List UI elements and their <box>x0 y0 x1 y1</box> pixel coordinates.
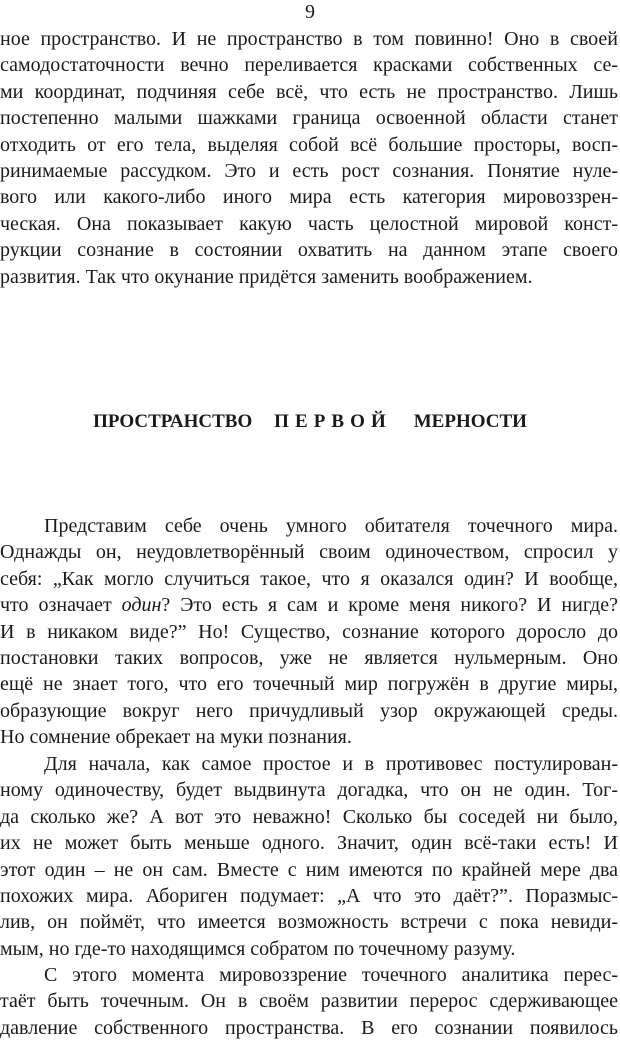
text-line: развития. Так что окунание придётся заменить воображением. <box>0 265 533 288</box>
text-line: давление собственного пространства. В его сознании появилось <box>0 1016 618 1039</box>
text-line: ещё не знает того, что его точечный мир погружён в другие миры, <box>0 673 618 696</box>
text-line: ное пространство. И не пространство в том повинно! Оно в своей <box>0 28 618 50</box>
text-line: ми координат, подчиняя себе всё, что есть не пространство. Лишь <box>0 80 618 103</box>
text-line: вого или какого-либо иного мира есть категория мировоззрен- <box>0 186 618 209</box>
section-heading <box>0 408 620 436</box>
paragraph-continuation <box>0 26 618 290</box>
text-line: ному одиночеству, будет выдвинута догадка, что он не один. Тог- <box>0 779 618 802</box>
heading-word-first: ПЕРВОЙ <box>274 411 392 432</box>
text-line: мым, но где-то находящимся собратом по точечному разуму. <box>0 937 516 960</box>
text-line: самодостаточности вечно переливается красками собственных се- <box>0 54 618 77</box>
text-line: отходить от его тела, выделяя собой всё большие просторы, восп- <box>0 133 618 156</box>
text-line: Однажды он, неудовлетворённый своим одиночеством, спросил у <box>0 541 618 564</box>
text-line: И в никаком виде?” Но! Существо, сознание которого доросло до <box>0 620 618 643</box>
text-line: Для начала, как самое простое и в противовес постулирован- <box>44 753 618 775</box>
text-line: образующие вокруг него причудливый узор окружающей среды. <box>0 699 618 722</box>
text-fragment: ? Это есть я сам и кроме меня никого? И нигде? <box>161 594 618 617</box>
text-line <box>0 592 618 618</box>
page-number: 9 <box>305 1 315 23</box>
heading-word-space: ПРОСТРАНСТВО <box>93 411 253 432</box>
text-line: ринимаемые рассудком. Это и есть рост сознания. Понятие нуле- <box>0 159 618 182</box>
text-line: Но сомнение обрекает на муки познания. <box>0 726 352 749</box>
text-line: таёт быть точечным. Он в своём развитии перерос сдерживающее <box>0 990 618 1013</box>
text-line: лив, он поймёт, что имеется возможность встречи с пока невиди- <box>0 911 618 934</box>
text-line: рукции сознание в состоянии охватить на данном этапе своего <box>0 239 618 262</box>
text-line: похожих мира. Абориген подумает: „А что это даёт?”. Поразмыс- <box>0 884 618 907</box>
text-line: постепенно малыми шажками граница освоенной области станет <box>0 107 618 130</box>
text-fragment: что означает <box>0 594 122 617</box>
paragraph-2 <box>0 751 618 962</box>
text-line: С этого момента мировоззрение точечного аналитика перес- <box>44 964 618 986</box>
text-line: да сколько же? А вот это неважно! Сколько бы соседей ни было, <box>0 805 618 828</box>
text-line: ческая. Она показывает какую часть целостной мировой конст- <box>0 212 618 235</box>
text-line: Представим себе очень умного обитателя точечного мира. <box>44 515 618 537</box>
paragraph-3 <box>0 962 618 1041</box>
paragraph-1 <box>0 513 618 751</box>
heading-word-dimension: МЕРНОСТИ <box>413 411 527 432</box>
text-line: себя: „Как могло случиться такое, что я оказался один? И вообще, <box>0 567 618 590</box>
italic-word: один <box>121 594 162 617</box>
text-line: их не может быть меньше одного. Значит, один всё-таки есть! И <box>0 832 618 855</box>
text-line: этот один – не он сам. Вместе с ним имеются по крайней мере два <box>0 858 618 881</box>
text-line: постановки таких вопросов, уже не является нульмерным. Оно <box>0 646 618 669</box>
